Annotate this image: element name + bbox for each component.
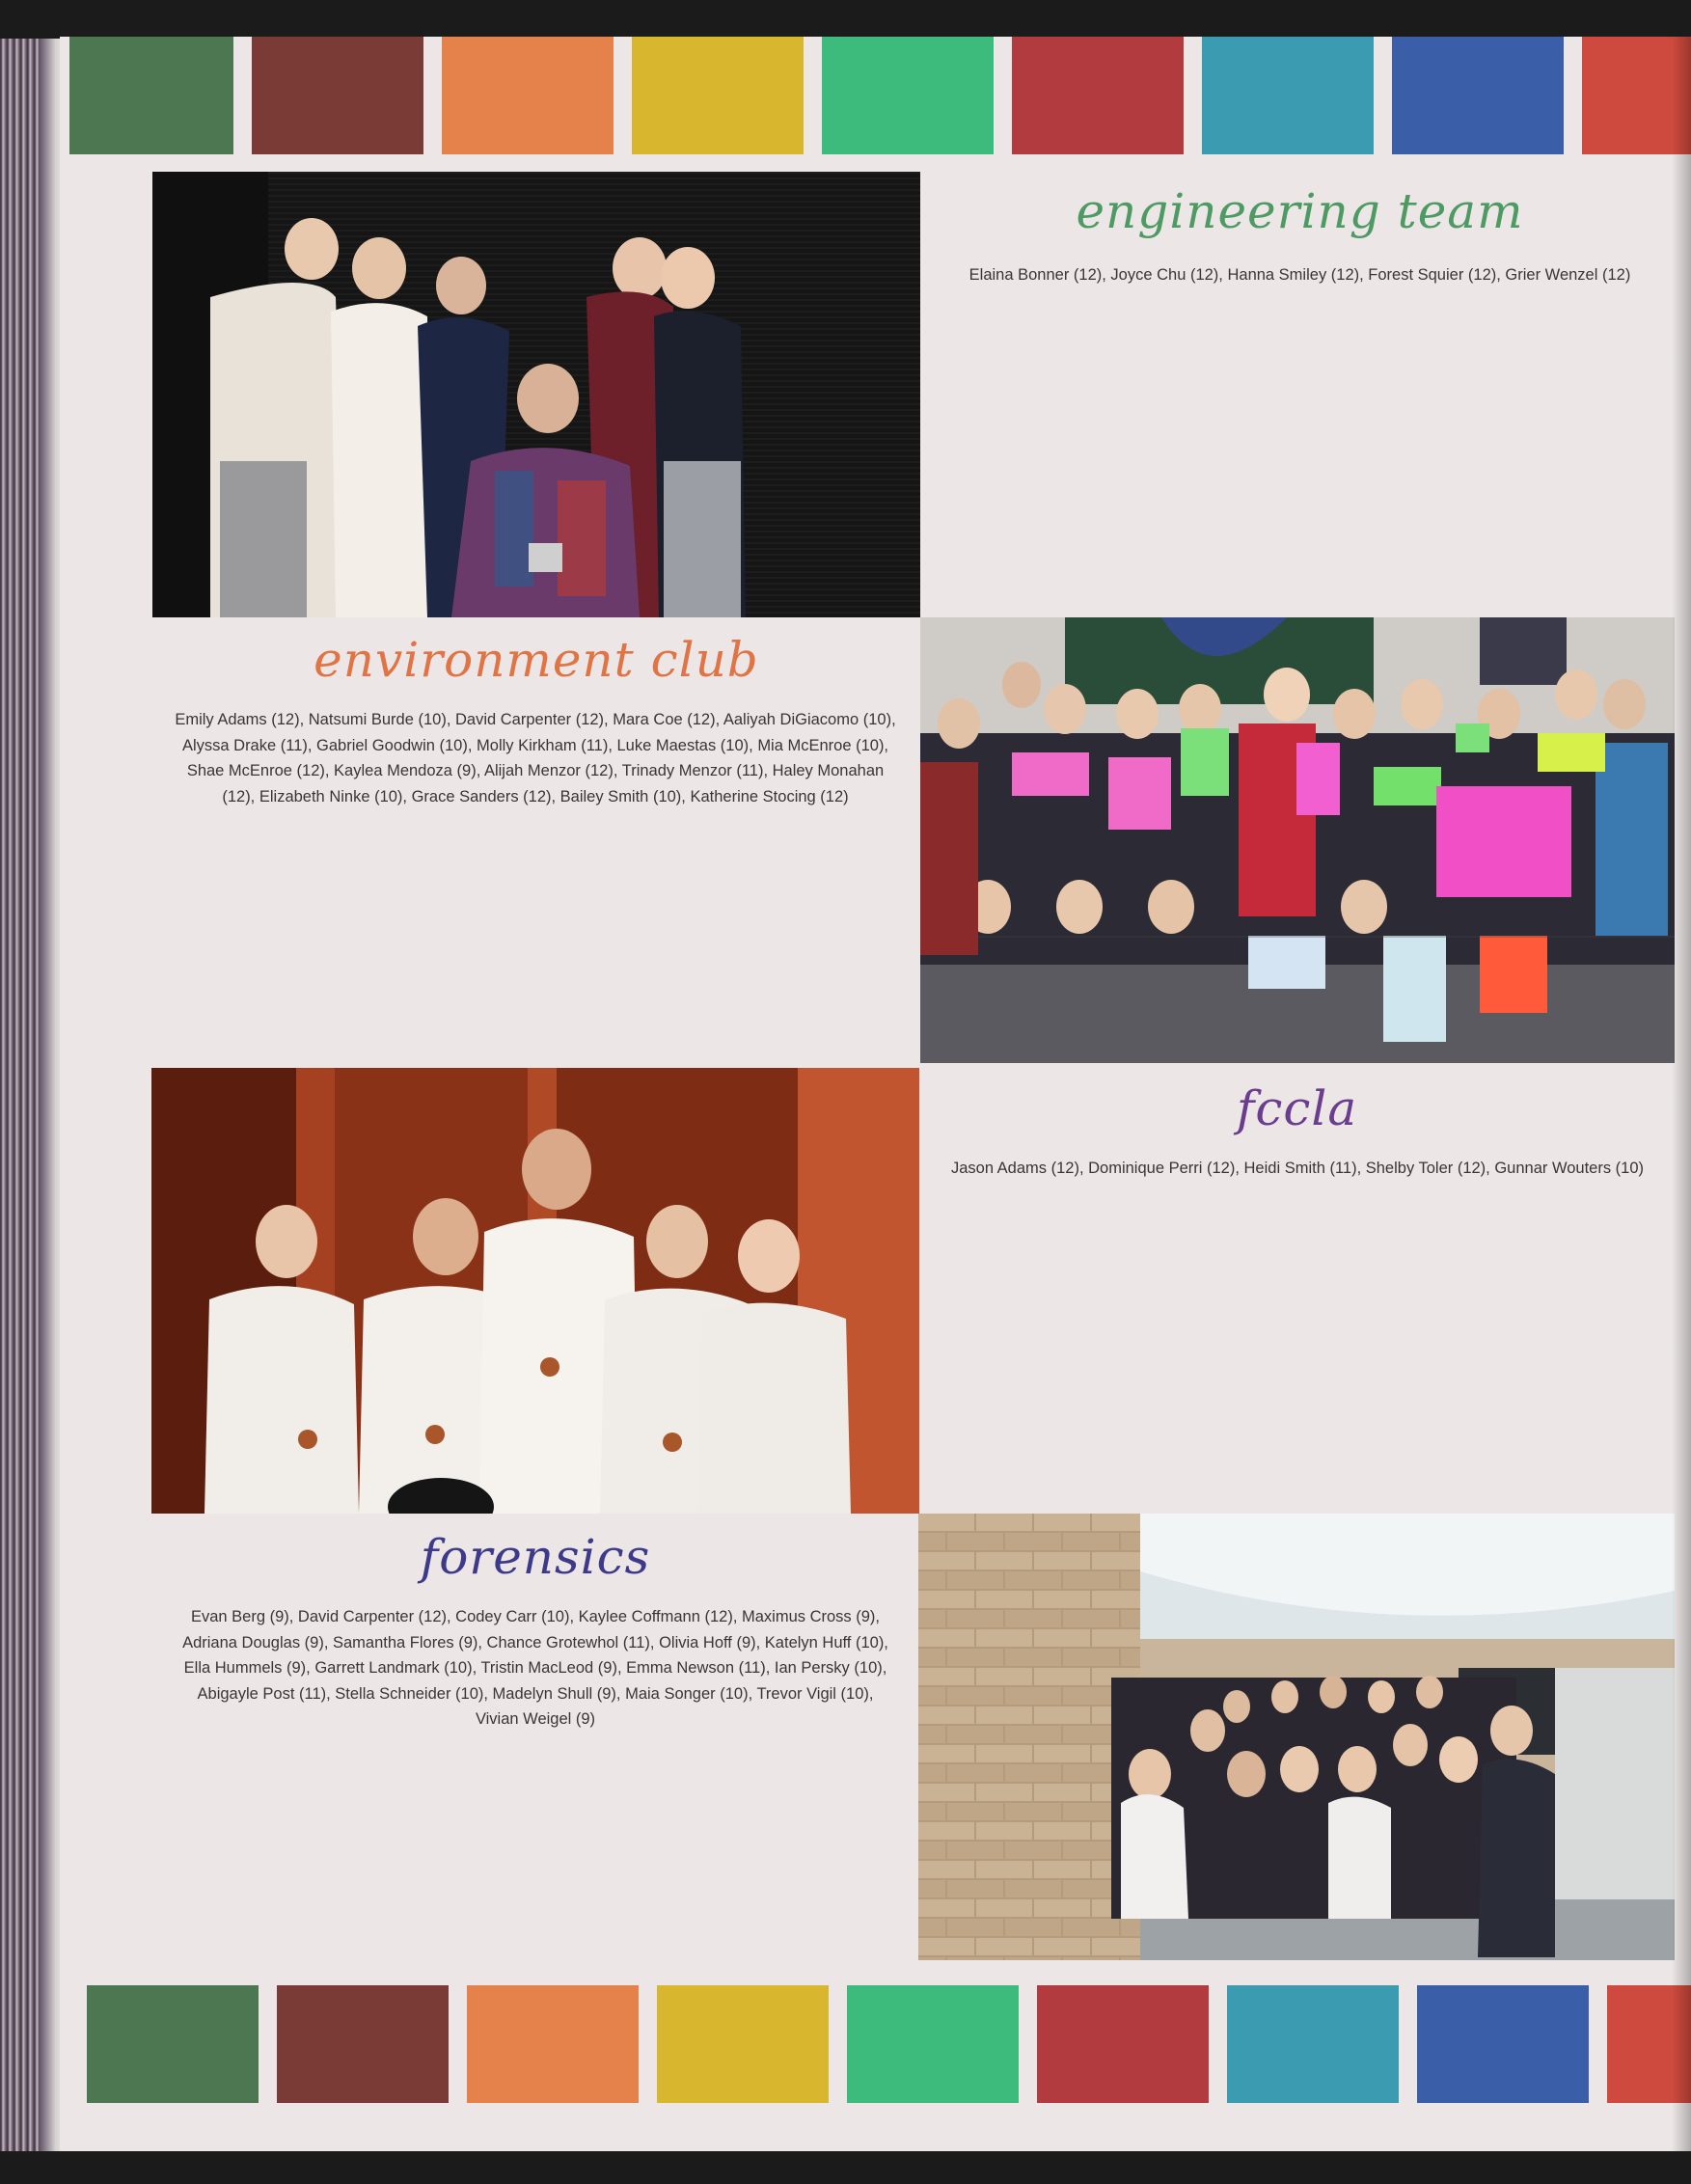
color-swatch: [277, 1985, 449, 2103]
fccla-title: fccla: [1236, 1080, 1358, 1136]
fccla-photo: [151, 1068, 919, 1514]
color-swatch: [442, 37, 614, 154]
bottom-color-band: [0, 1985, 1691, 2103]
color-swatch: [252, 37, 423, 154]
color-swatch: [1012, 37, 1184, 154]
color-swatch: [1037, 1985, 1209, 2103]
spine-shadow: [1672, 37, 1691, 2151]
color-swatch: [657, 1985, 829, 2103]
color-swatch: [1227, 1985, 1399, 2103]
forensics-roster: Evan Berg (9), David Carpenter (12), Codey Carr (10), Kaylee Coffmann (12), Maximus Cross (9), Adriana Douglas (9), Samantha Flores (9), Chance Grotewhol (11), Olivia Hoff (9), Katelyn Huff (10), Ella Hummels (9), Garrett Landmark (10), Tristin MacLeod (9), Emma Newson (11), Ian Persky (10), Abigayle Post (11), Stella Schneider (10), Madelyn Shull (9), Maia Songer (10), Trevor Vigil (10), Vivian Weigel (9): [182, 1608, 888, 1728]
environment-club-roster: Emily Adams (12), Natsumi Burde (10), David Carpenter (12), Mara Coe (12), Aaliyah DiGiacomo (10), Alyssa Drake (11), Gabriel Goodwin (10), Molly Kirkham (11), Luke Maestas (10), Mia McEnroe (10), Shae McEnroe (12), Kaylea Mendoza (9), Alijah Menzor (12), Trinady Menzor (11), Haley Monahan (12), Elizabeth Ninke (10), Grace Sanders (12), Bailey Smith (10), Katherine Stocing (12): [175, 711, 896, 805]
color-swatch: [822, 37, 994, 154]
color-swatch: [69, 37, 233, 154]
color-swatch: [87, 1985, 259, 2103]
color-swatch: [1417, 1985, 1589, 2103]
forensics-title: forensics: [420, 1529, 651, 1585]
top-color-band: [0, 37, 1691, 154]
color-swatch: [847, 1985, 1019, 2103]
engineering-team-photo: [152, 172, 920, 617]
forensics-photo: [918, 1514, 1675, 1960]
engineering-team-roster: Elaina Bonner (12), Joyce Chu (12), Hanna Smiley (12), Forest Squier (12), Grier Wenzel (12): [968, 266, 1631, 284]
color-swatch: [1202, 37, 1374, 154]
fccla-roster: Jason Adams (12), Dominique Perri (12), Heidi Smith (11), Shelby Toler (12), Gunnar Wouters (10): [950, 1160, 1645, 1177]
color-swatch: [1392, 37, 1564, 154]
engineering-team-title: engineering team: [1076, 183, 1524, 239]
color-swatch: [467, 1985, 639, 2103]
environment-club-title: environment club: [314, 632, 759, 688]
environment-club-photo: [920, 617, 1675, 1063]
color-swatch: [632, 37, 804, 154]
book-page-edges: [0, 39, 68, 2151]
